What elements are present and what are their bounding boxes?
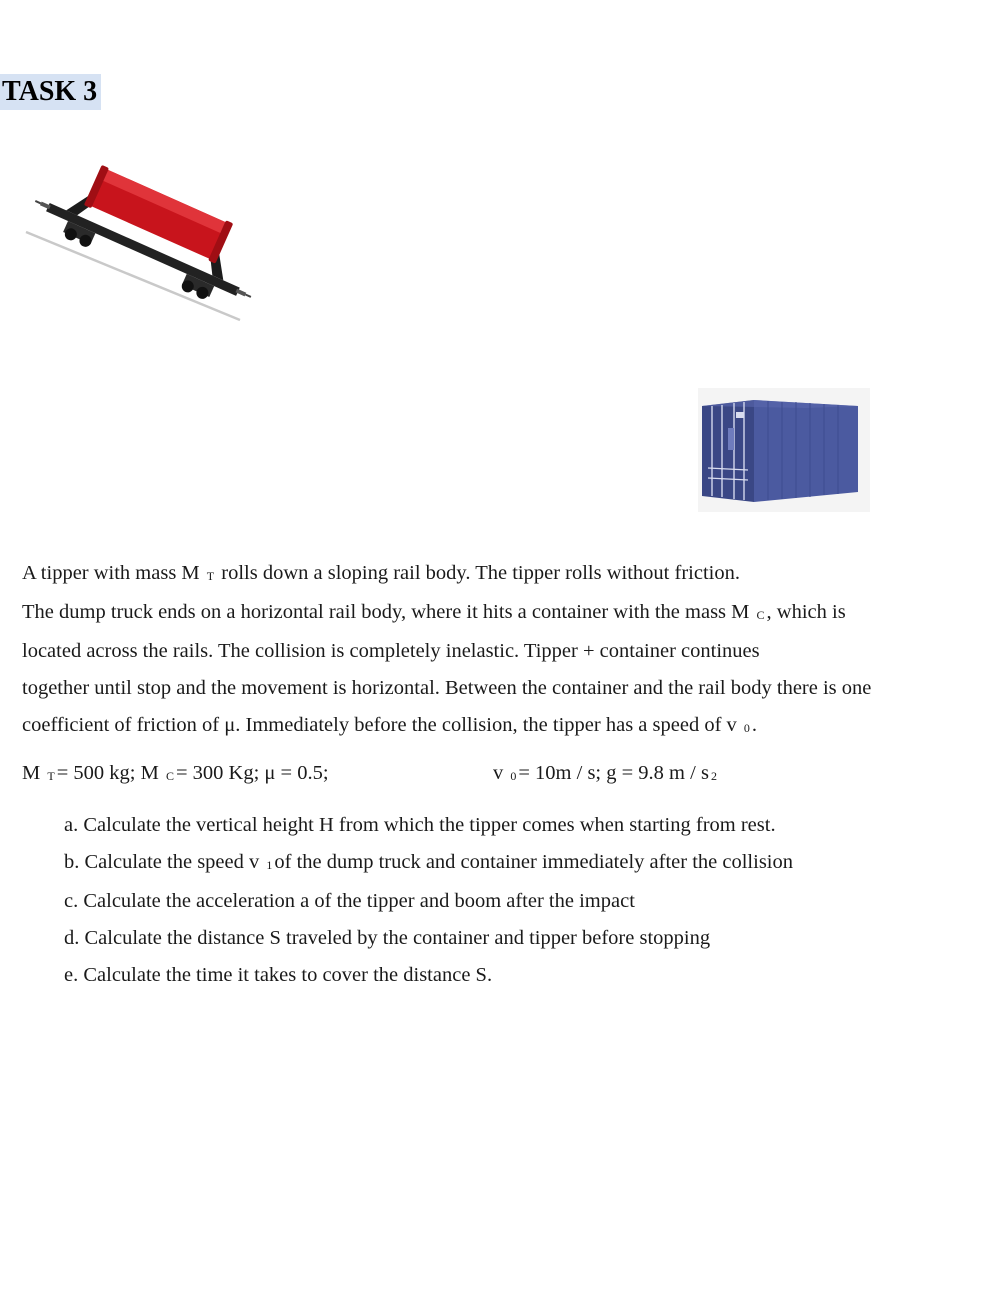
statement-line-1: A tipper with mass M T rolls down a sloping rail body. The tipper rolls without friction. [22, 562, 740, 584]
given-masses: M T= 500 kg; M C= 300 Kg; μ = 0.5; [22, 762, 329, 784]
question-a: a. Calculate the vertical height H from which the tipper comes when starting from rest. [64, 814, 776, 836]
tipper-wagon-image [22, 140, 274, 328]
given-values [22, 755, 982, 794]
question-b: b. Calculate the speed v 1of the dump truck and container immediately after the collision [64, 851, 793, 873]
given-speed-gravity: v 0= 10m / s; g = 9.8 m / s 2 [493, 762, 717, 784]
statement-line-2: The dump truck ends on a horizontal rail body, where it hits a container with the mass M C, which is [22, 601, 846, 623]
problem-statement [22, 555, 982, 746]
statement-line-3: located across the rails. The collision is completely inelastic. Tipper + container continues [22, 640, 760, 662]
task-title: TASK 3 [0, 74, 101, 110]
shipping-container-image [698, 388, 870, 512]
question-d: d. Calculate the distance S traveled by the container and tipper before stopping [64, 927, 711, 949]
question-c: c. Calculate the acceleration a of the tipper and boom after the impact [64, 890, 635, 912]
question-list [64, 807, 793, 994]
statement-line-5: coefficient of friction of μ. Immediately before the collision, the tipper has a speed of v 0. [22, 714, 758, 736]
statement-line-4: together until stop and the movement is horizontal. Between the container and the rail body there is one [22, 677, 872, 699]
question-e: e. Calculate the time it takes to cover the distance S. [64, 964, 493, 986]
